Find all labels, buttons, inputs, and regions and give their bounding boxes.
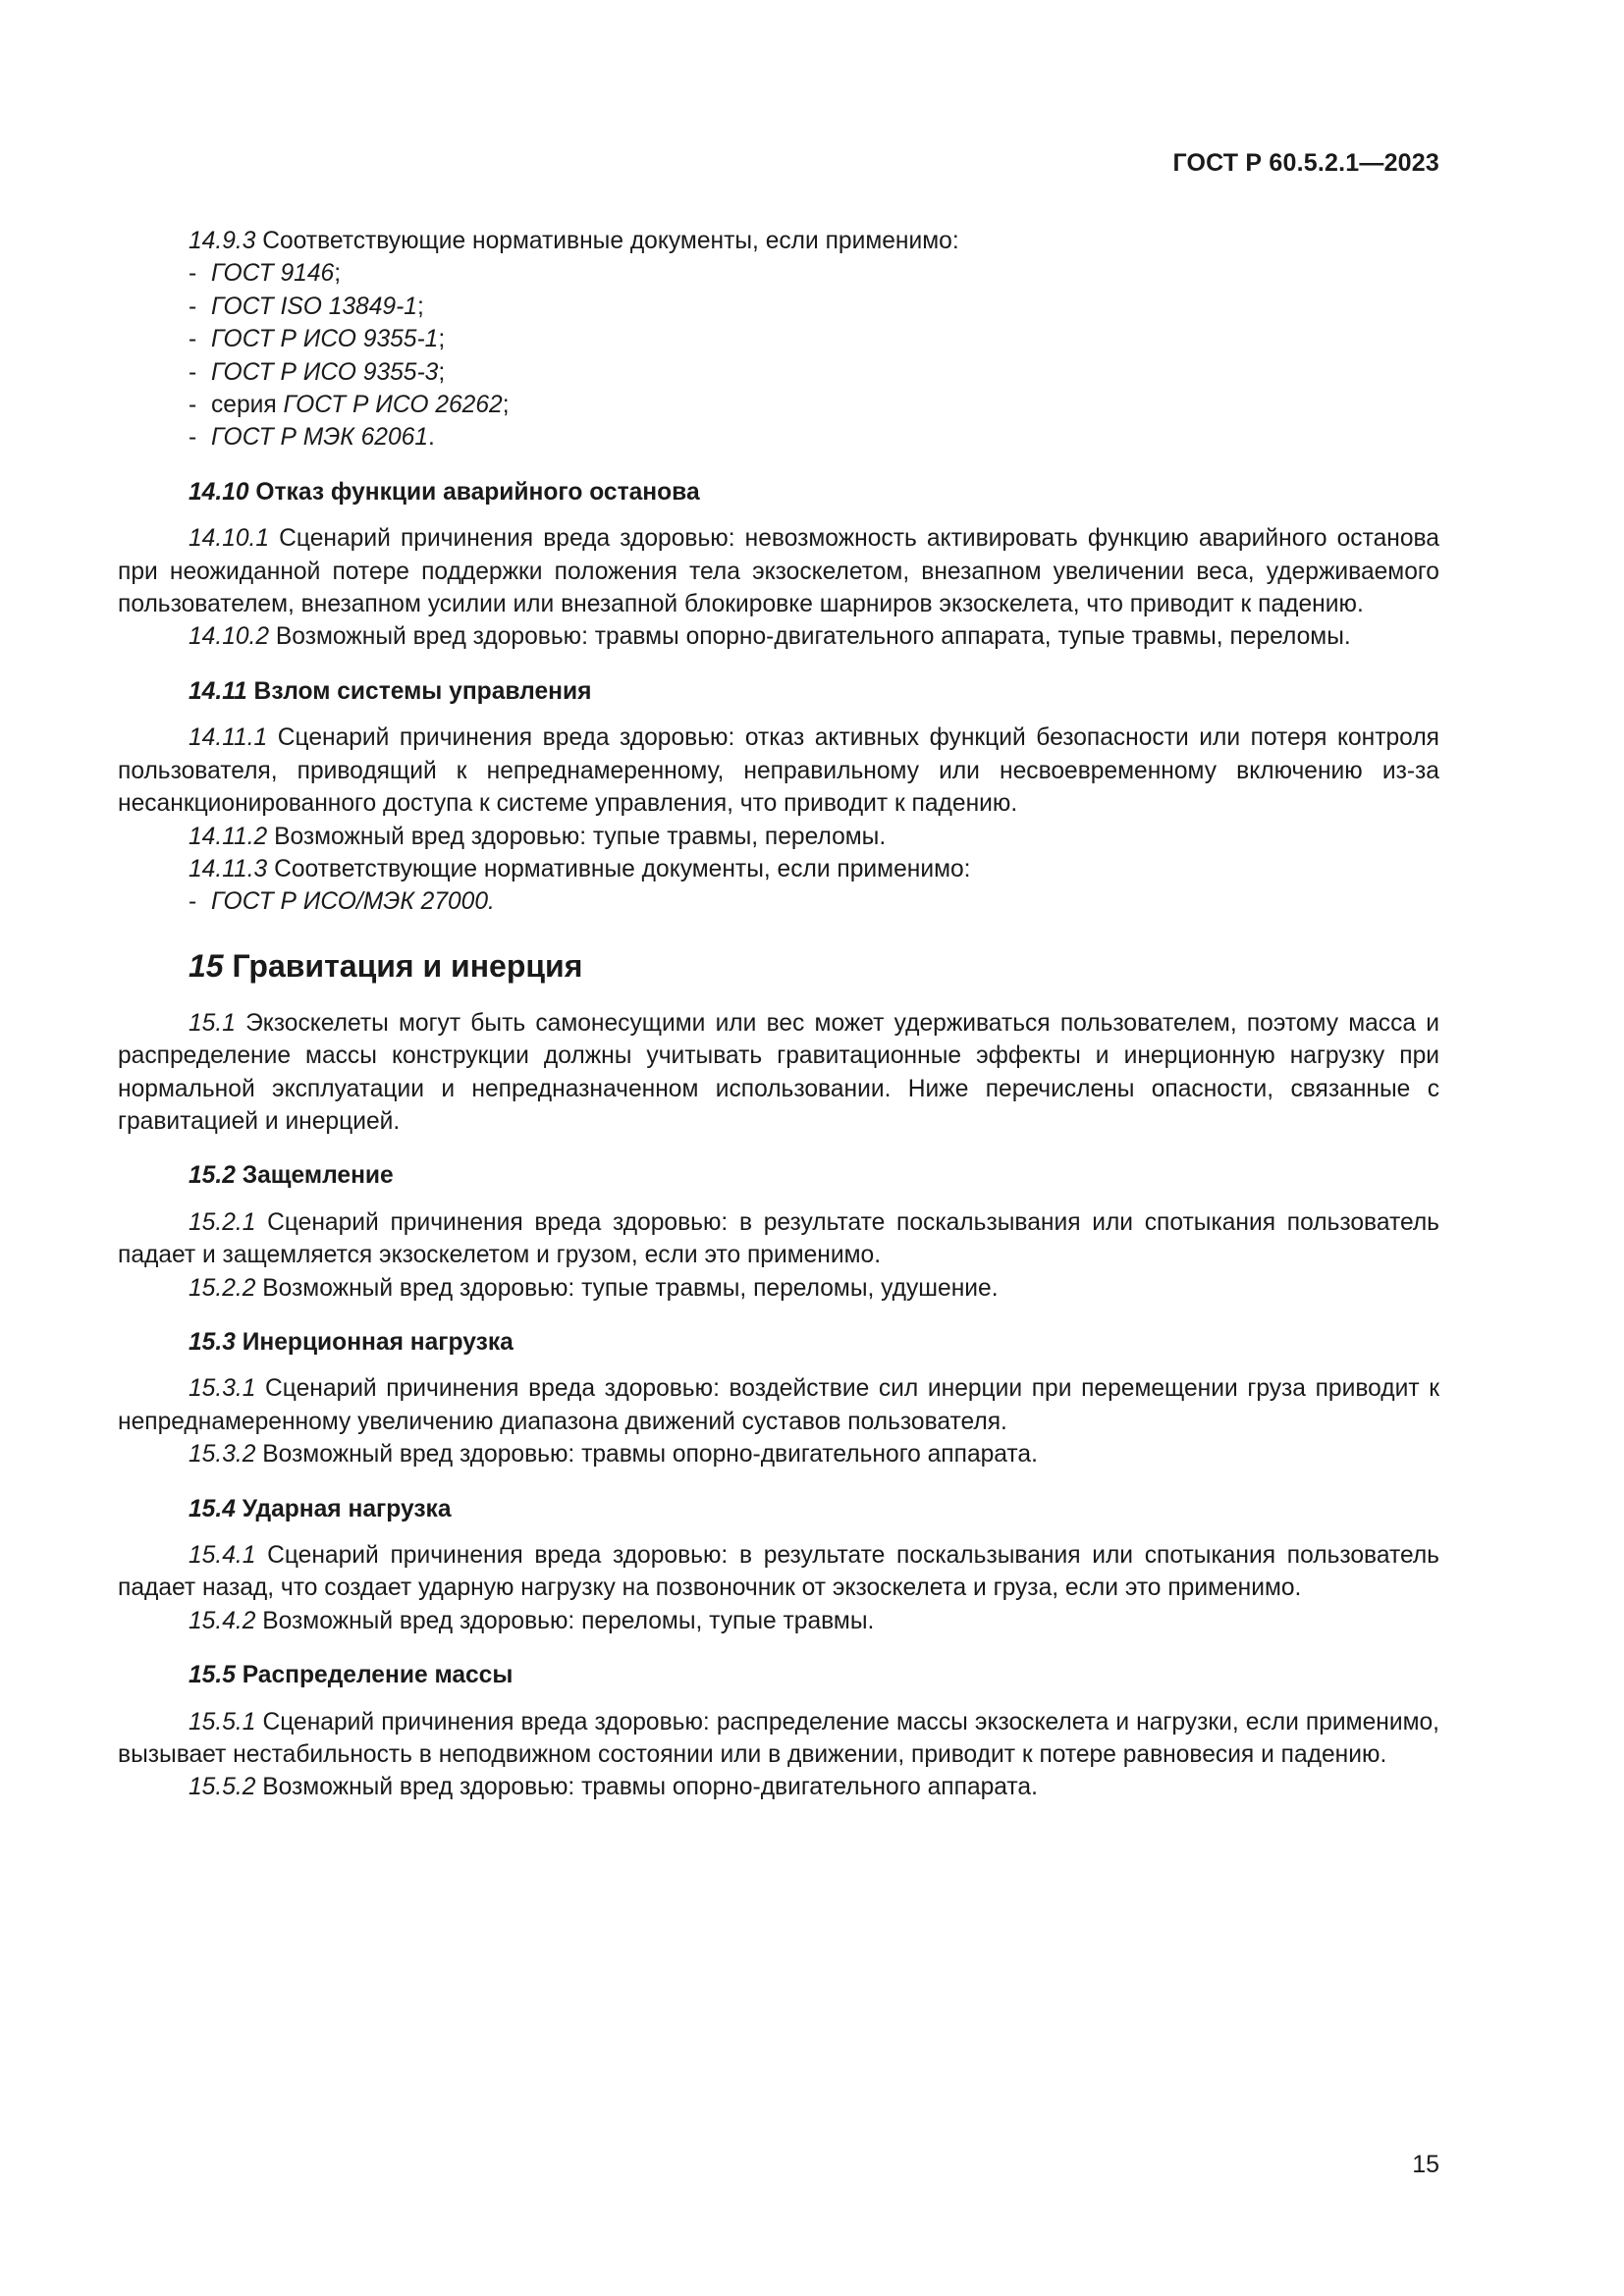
page-number: 15 (1412, 2151, 1439, 2178)
section-heading-14-11: 14.11 Взлом системы управления (189, 677, 592, 705)
clause-15-3-1: 15.3.1 Сценарий причинения вреда здоровью: воздействие сил инерции при перемещении груза приводит к непреднамеренному увеличению диапазона движений суставов пользователя. (118, 1375, 1439, 1435)
clause-15-5-2: 15.5.2 Возможный вред здоровью: травмы опорно-двигательного аппарата. (189, 1774, 1038, 1801)
clause-14-11-1: 14.11.1 Сценарий причинения вреда здоровью: отказ активных функций безопасности или потеря контроля пользователя, приводящий к непреднамеренному, неправильному или несвоевременному включению из-за несанкционированного доступа к системе управления, что приводит к падению. (118, 724, 1439, 818)
list-item: - ГОСТ Р ИСО/МЭК 27000. (189, 888, 495, 916)
section-heading-15-4: 15.4 Ударная нагрузка (189, 1495, 452, 1522)
list-item: - ГОСТ ISO 13849-1; (189, 293, 424, 320)
clause-14-11-3: 14.11.3 Соответствующие нормативные документы, если применимо: (189, 855, 971, 882)
clause-15-4-2: 15.4.2 Возможный вред здоровью: переломы, тупые травмы. (189, 1607, 875, 1634)
clause-15-2-1: 15.2.1 Сценарий причинения вреда здоровью: в результате поскальзывания или спотыкания пользователь падает и защемляется экзоскелетом и грузом, если это применимо. (118, 1208, 1439, 1269)
clause-15-1: 15.1 Экзоскелеты могут быть самонесущими или вес может удерживаться пользователем, поэтому масса и распределение массы конструкции должны учитывать гравитационные эффекты и инерционную нагрузку при нормальной эксплуатации и непредназначенном использовании. Ниже перечислены опасности, связанные с гравитацией и инерцией. (118, 1009, 1439, 1135)
clause-15-5-1: 15.5.1 Сценарий причинения вреда здоровью: распределение массы экзоскелета и нагрузки, если применимо, вызывает нестабильность в неподвижном состоянии или в движении, приводит к потере равновесия и падению. (118, 1708, 1439, 1769)
clause-14-10-2: 14.10.2 Возможный вред здоровью: травмы опорно-двигательного аппарата, тупые травмы, переломы. (189, 623, 1351, 651)
clause-15-3-2: 15.3.2 Возможный вред здоровью: травмы опорно-двигательного аппарата. (189, 1441, 1038, 1468)
section-heading-15-3: 15.3 Инерционная нагрузка (189, 1328, 514, 1356)
clause-14-10-1: 14.10.1 Сценарий причинения вреда здоровью: невозможность активировать функцию аварийного останова при неожиданной потере поддержки положения тела экзоскелетом, внезапном увеличении веса, удерживаемого пользователем, внезапном усилии или внезапной блокировке шарниров экзоскелета, что приводит к падению. (118, 525, 1439, 618)
clause-15-4-1: 15.4.1 Сценарий причинения вреда здоровью: в результате поскальзывания или спотыкания пользователь падает назад, что создает ударную нагрузку на позвоночник от экзоскелета и груза, если это применимо. (118, 1542, 1439, 1602)
list-item: - ГОСТ Р МЭК 62061. (189, 424, 435, 452)
normative-list (118, 257, 1439, 454)
list-item: - серия ГОСТ Р ИСО 26262; (189, 392, 510, 419)
clause-14-11-2: 14.11.2 Возможный вред здоровью: тупые травмы, переломы. (189, 823, 887, 850)
section-heading-15-2: 15.2 Защемление (189, 1162, 394, 1190)
clause-15-2-2: 15.2.2 Возможный вред здоровью: тупые травмы, переломы, удушение. (189, 1274, 999, 1302)
chapter-heading-15: 15 Гравитация и инерция (189, 947, 583, 984)
page-content (118, 225, 1439, 1804)
section-heading-14-10: 14.10 Отказ функции аварийного останова (189, 478, 700, 506)
list-item: - ГОСТ 9146; (189, 260, 342, 288)
list-item: - ГОСТ Р ИСО 9355-3; (189, 358, 446, 386)
clause-14-9-3: 14.9.3 Соответствующие нормативные документы, если применимо: (189, 228, 959, 254)
list-item: - ГОСТ Р ИСО 9355-1; (189, 326, 446, 353)
standard-code-header: ГОСТ Р 60.5.2.1—2023 (1172, 149, 1439, 177)
section-heading-15-5: 15.5 Распределение массы (189, 1662, 514, 1689)
